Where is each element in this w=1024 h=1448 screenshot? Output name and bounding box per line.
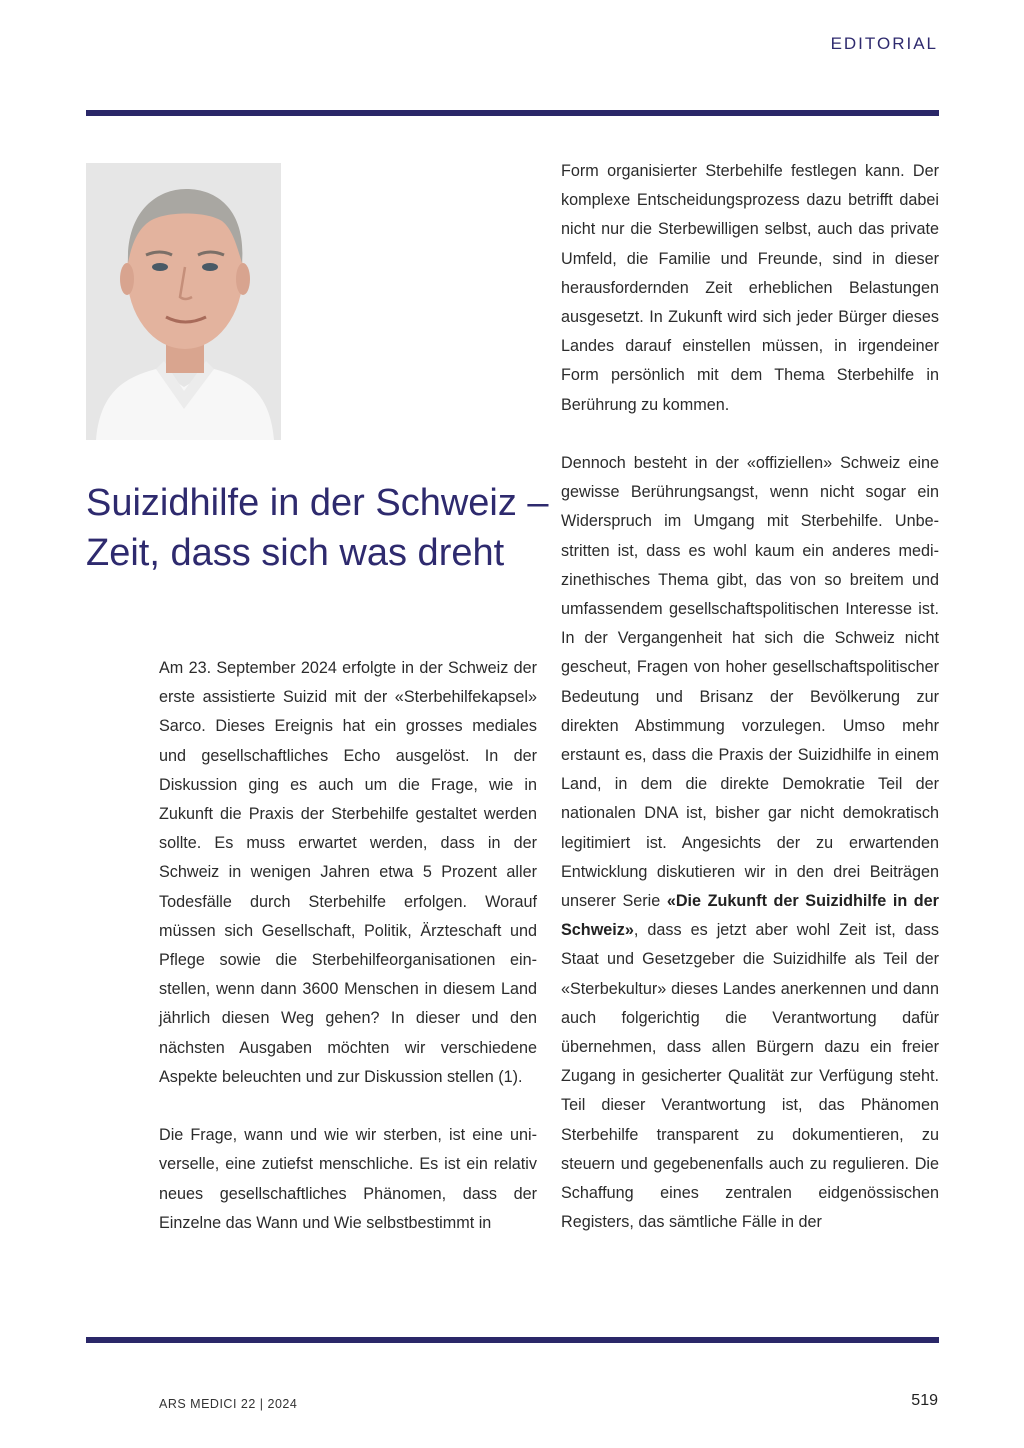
author-photo [86,163,281,440]
paragraph-intro: Am 23. September 2024 erfolgte in der Schweiz der erste assistierte Suizid mit der «Sterbehilfekapsel» Sarco. Dieses Ereignis hat ein grosses mediales und gesellschaftliches Echo ausgelöst. In der Diskussion ging es auch um die Frage, wie in Zukunft die Praxis der Sterbehilfe gestaltet werden sollte. Es muss erwartet werden, dass in der Schweiz in wenigen Jahren etwa 5 Prozent aller Todesfälle durch Sterbehilfe erfolgen. Worauf müssen sich Gesellschaft, Politik, Ärzteschaft und Pflege sowie die Sterbehilfeorganisationen einstellen, wenn dann 3600 Menschen in diesem Land jährlich diesen Weg gehen? In dieser und den nächsten Ausgaben möchten wir verschiedene Aspekte beleuchten und zur Diskussion stellen (1). [159,659,537,1086]
paragraph-question: Die Frage, wann und wie wir sterben, ist eine universelle, eine zutiefst menschliche. Es ist ein relativ neues gesellschaftliches Phänomen, dass der Einzelne das Wann und Wie selbstbestimmt in [159,1126,537,1232]
publication-info: ARS MEDICI 22 | 2024 [159,1397,298,1411]
paragraph-democracy-text-1: Dennoch besteht in der «offiziellen» Schweiz eine gewisse Berührungsangst, wenn nicht sogar ein Widerspruch im Umgang mit Sterbehilfe. Unbestritten ist, dass es wohl kaum ein anderes medizinethisches Thema gibt, das von so breitem und umfassendem gesellschaftspolitischen Interesse ist. In der Vergangenheit hat sich die Schweiz nicht gescheut, Fragen von hoher gesellschaftspolitischer Bedeutung und Brisanz der Bevölkerung zur direkten Abstimmung vorzulegen. Umso mehr erstaunt es, dass die Praxis der Suizidhilfe in einem Land, in dem die direkte Demokratie Teil der nationalen DNA ist, bisher gar nicht demokratisch legitimiert ist. Angesichts der zu erwartenden Entwicklung diskutieren wir in den drei Beiträgen unserer Serie [561,454,939,911]
article-title [86,478,556,578]
top-rule [86,110,939,116]
page-number: 519 [911,1392,938,1409]
paragraph-democracy [561,449,939,1237]
paragraph-democracy-text-2: , dass es jetzt aber wohl Zeit ist, dass Staat und Gesetzgeber die Suizidhilfe als Teil der «Sterbekultur» dieses Landes anerkennen und dann auch folgerichtig die Verantwortung dafür übernehmen, dass allen Bürgern dazu ein freier Zugang in gesicherter Qualität zur Verfügung steht. Teil dieser Verantwortung ist, das Phänomen Sterbehilfe transparent zu dokumentieren, zu steuern und gegebenenfalls auch zu regulieren. Die Schaffung eines zentralen eidgenössischen Registers, das sämtliche Fälle in der [561,921,939,1232]
paragraph-decision: Form organisierter Sterbehilfe festlegen kann. Der komplexe Entscheidungsprozess dazu betrifft dabei nicht nur die Sterbewilligen selbst, auch das private Umfeld, die Familie und Freunde, sind in dieser herausfordernden Zeit erheblichen Belastungen ausgesetzt. In Zukunft wird sich jeder Bürger dieses Landes darauf einstellen müssen, in irgendeiner Form persönlich mit dem Thema Sterbehilfe in Berührung zu kommen. [561,162,939,414]
right-column [561,157,939,1238]
section-label: EDITORIAL [830,34,938,53]
article-title-line-1: Suizidhilfe in der Schweiz – [86,482,549,524]
article-title-line-2: Zeit, dass sich was dreht [86,532,505,574]
left-column [159,654,537,1238]
bottom-rule [86,1337,939,1343]
series-title: «Die Zukunft der Suizidhilfe in der Schweiz» [561,892,939,940]
